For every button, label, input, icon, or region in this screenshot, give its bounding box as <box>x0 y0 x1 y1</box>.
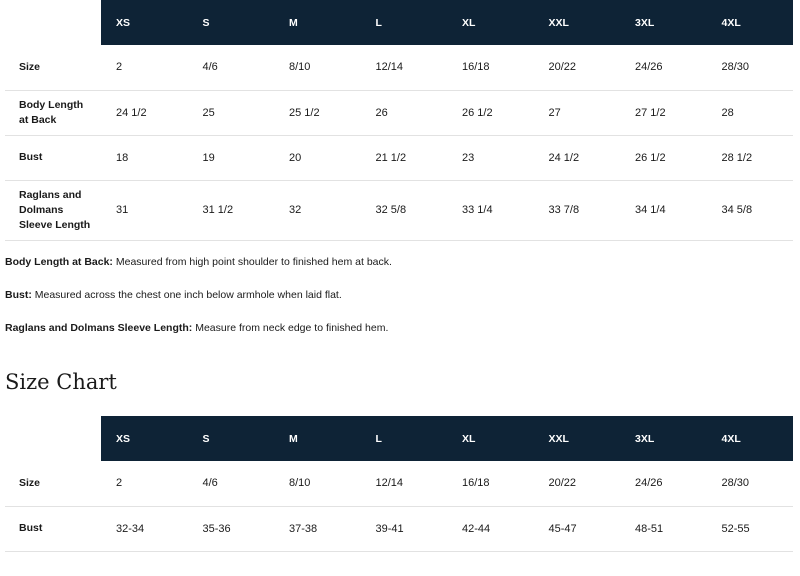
table-cell: 33 7/8 <box>534 180 621 240</box>
row-label: Size <box>5 461 101 506</box>
table-cell: 2 <box>101 461 188 506</box>
note-term: Bust: <box>5 289 32 301</box>
table-header-row <box>5 0 793 45</box>
measurement-table <box>5 0 793 241</box>
note-body-length <box>5 256 785 289</box>
row-label: Bust <box>5 135 101 180</box>
note-sleeve-length <box>5 322 785 355</box>
table-cell: 16/18 <box>447 461 534 506</box>
header-cell: S <box>188 0 275 45</box>
table-cell: 32 5/8 <box>361 180 448 240</box>
table-row <box>5 45 793 90</box>
header-cell: M <box>274 416 361 461</box>
table-cell: 45-47 <box>534 506 621 551</box>
note-term: Body Length at Back: <box>5 256 113 268</box>
table-cell: 12/14 <box>361 45 448 90</box>
header-cell: 3XL <box>620 416 707 461</box>
header-cell: XXL <box>534 416 621 461</box>
table-row <box>5 180 793 240</box>
header-cell: XS <box>101 0 188 45</box>
table-cell: 16/18 <box>447 45 534 90</box>
table-cell: 4/6 <box>188 45 275 90</box>
table-cell: 8/10 <box>274 461 361 506</box>
table-cell: 20/22 <box>534 45 621 90</box>
table-cell: 34 5/8 <box>707 180 794 240</box>
table-cell: 21 1/2 <box>361 135 448 180</box>
note-bust <box>5 289 785 322</box>
table-row <box>5 90 793 135</box>
note-text: Measured from high point shoulder to finished hem at back. <box>112 256 392 268</box>
table-cell: 24/26 <box>620 45 707 90</box>
size-chart-heading: Size Chart <box>5 370 117 394</box>
table-cell: 52-55 <box>707 506 794 551</box>
table-cell: 24 1/2 <box>101 90 188 135</box>
table-cell: 28 1/2 <box>707 135 794 180</box>
table-cell: 25 1/2 <box>274 90 361 135</box>
table-cell: 31 <box>101 180 188 240</box>
table-cell: 4/6 <box>188 461 275 506</box>
table-cell: 18 <box>101 135 188 180</box>
header-cell: M <box>274 0 361 45</box>
table-cell: 23 <box>447 135 534 180</box>
table-header-row <box>5 416 793 461</box>
table-cell: 27 1/2 <box>620 90 707 135</box>
header-corner <box>5 0 101 45</box>
header-cell: L <box>361 416 448 461</box>
table-cell: 26 1/2 <box>447 90 534 135</box>
header-cell: XXL <box>534 0 621 45</box>
table-cell: 33 1/4 <box>447 180 534 240</box>
table-cell: 19 <box>188 135 275 180</box>
table-cell: 34 1/4 <box>620 180 707 240</box>
table-cell: 20/22 <box>534 461 621 506</box>
row-label: Bust <box>5 506 101 551</box>
measurement-notes <box>5 256 785 355</box>
table-cell: 24/26 <box>620 461 707 506</box>
table-cell: 20 <box>274 135 361 180</box>
header-cell: XL <box>447 416 534 461</box>
table-row <box>5 135 793 180</box>
table-cell: 25 <box>188 90 275 135</box>
note-text: Measured across the chest one inch below armhole when laid flat. <box>31 289 342 301</box>
table-row <box>5 461 793 506</box>
note-text: Measure from neck edge to finished hem. <box>192 322 389 334</box>
table-cell: 26 <box>361 90 448 135</box>
header-cell: 4XL <box>707 0 794 45</box>
table-cell: 31 1/2 <box>188 180 275 240</box>
table-cell: 28/30 <box>707 461 794 506</box>
table-cell: 32-34 <box>101 506 188 551</box>
table-cell: 28/30 <box>707 45 794 90</box>
table-cell: 12/14 <box>361 461 448 506</box>
table-cell: 24 1/2 <box>534 135 621 180</box>
table-cell: 27 <box>534 90 621 135</box>
table-cell: 42-44 <box>447 506 534 551</box>
table-cell: 28 <box>707 90 794 135</box>
header-cell: L <box>361 0 448 45</box>
header-cell: S <box>188 416 275 461</box>
table-cell: 39-41 <box>361 506 448 551</box>
size-chart-table <box>5 416 793 552</box>
table-cell: 32 <box>274 180 361 240</box>
table-cell: 35-36 <box>188 506 275 551</box>
note-term: Raglans and Dolmans Sleeve Length: <box>5 322 193 334</box>
row-label: Body Length at Back <box>5 90 101 135</box>
header-corner <box>5 416 101 461</box>
header-cell: 3XL <box>620 0 707 45</box>
header-cell: XS <box>101 416 188 461</box>
table-cell: 37-38 <box>274 506 361 551</box>
table-row <box>5 506 793 551</box>
table-cell: 48-51 <box>620 506 707 551</box>
row-label: Size <box>5 45 101 90</box>
table-cell: 26 1/2 <box>620 135 707 180</box>
header-cell: 4XL <box>707 416 794 461</box>
row-label: Raglans and Dolmans Sleeve Length <box>5 180 101 240</box>
header-cell: XL <box>447 0 534 45</box>
table-cell: 2 <box>101 45 188 90</box>
table-cell: 8/10 <box>274 45 361 90</box>
